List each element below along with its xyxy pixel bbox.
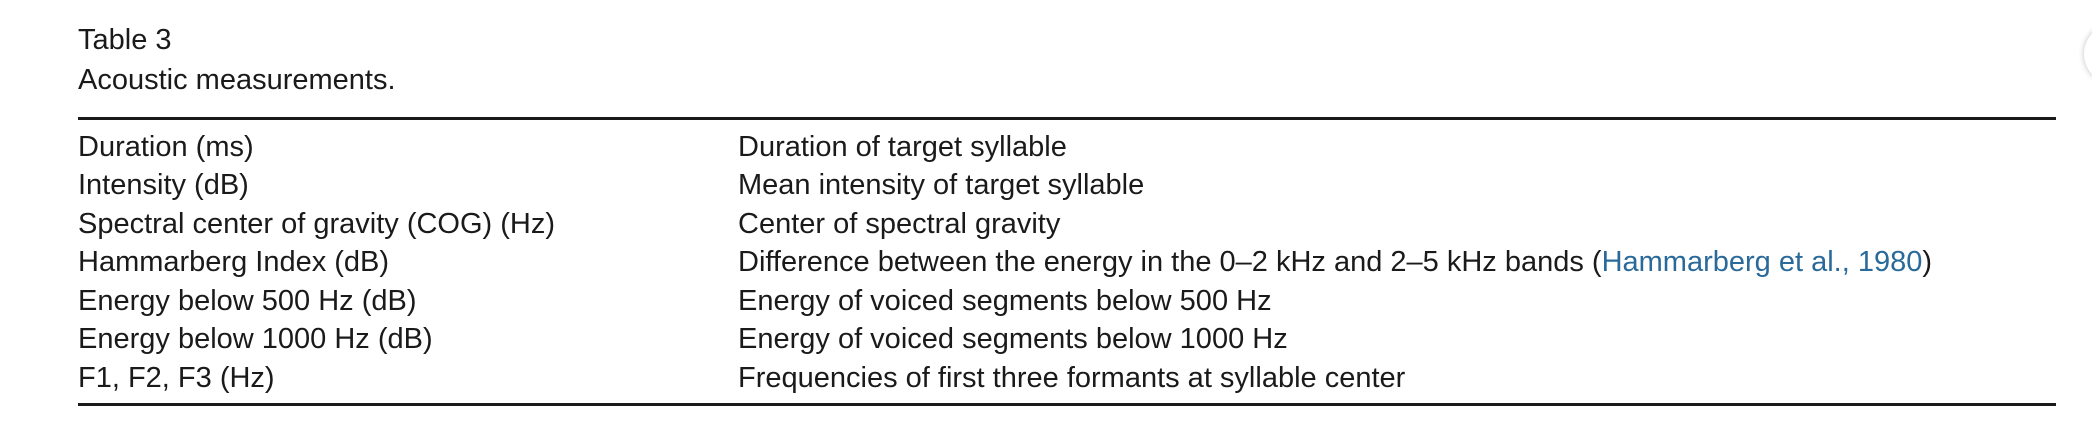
measure-cell: F1, F2, F3 (Hz) [78,361,275,394]
table-row [78,244,2056,283]
table-row [78,128,2056,167]
floating-action-button[interactable] [2084,24,2092,84]
description-cell: Frequencies of first three formants at syllable center [738,361,1406,394]
table-row [78,205,2056,244]
citation-link[interactable]: Hammarberg et al., 1980 [1601,246,1923,279]
table-row [78,282,2056,321]
table-label: Table 3 [78,24,172,56]
measure-cell: Energy below 500 Hz (dB) [78,284,417,317]
table-title: Acoustic measurements. [78,64,396,96]
description-cell: Energy of voiced segments below 1000 Hz [738,323,1288,356]
table-row [78,321,2056,360]
description-cell: Energy of voiced segments below 500 Hz [738,284,1272,317]
description-cell: Mean intensity of target syllable [738,169,1145,202]
measure-cell: Energy below 1000 Hz (dB) [78,323,433,356]
description-cell: Center of spectral gravity [738,207,1061,240]
table-3 [78,20,2056,406]
description-text-end: ) [1922,246,1933,279]
table-bottom-rule [78,403,2056,406]
table-row [78,167,2056,206]
description-cell [738,246,2056,279]
measure-cell: Intensity (dB) [78,169,249,202]
measure-cell: Hammarberg Index (dB) [78,246,390,279]
measure-cell: Duration (ms) [78,130,254,163]
table-row [78,359,2056,398]
table-body [78,120,2056,403]
description-text: Difference between the energy in the 0–2 kHz and 2–5 kHz bands ( [738,246,1602,279]
description-cell: Duration of target syllable [738,130,1067,163]
measure-cell: Spectral center of gravity (COG) (Hz) [78,207,555,240]
